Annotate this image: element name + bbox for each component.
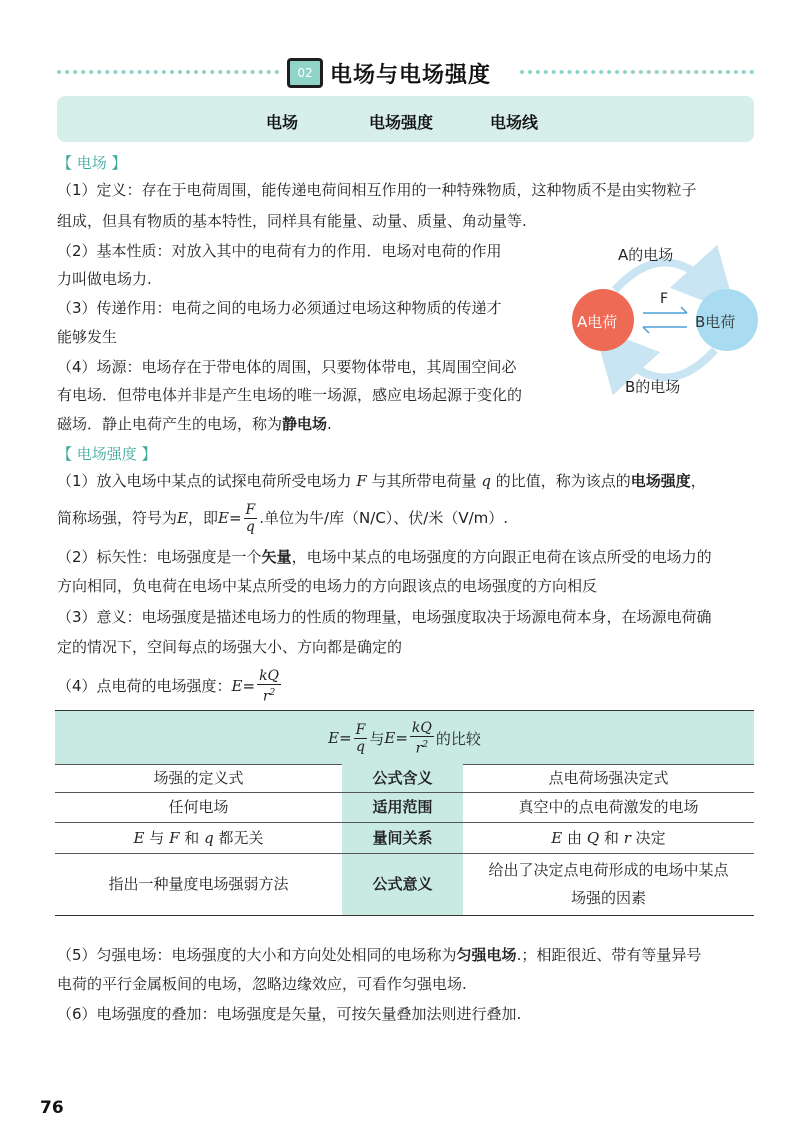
paragraph-line: （1）定义：存在于电荷周围，能传递电荷间相互作用的一种特殊物质，这种物质不是由实物粒子 bbox=[57, 181, 697, 199]
paragraph-line: 能够发生 bbox=[57, 328, 118, 346]
formula-fraction-kQ-over-r2: $\frac{kQ}{r^2}$ bbox=[259, 668, 280, 705]
paragraph-line: （5）匀强电场：电场强度的大小和方向处处相同的电场称为匀强电场.；相距很近、带有等量异号 bbox=[57, 946, 702, 964]
topic-field-lines: 电场线 bbox=[490, 113, 539, 132]
arc-arrow-top bbox=[615, 263, 715, 291]
paragraph-line: （6）电场强度的叠加：电场强度是矢量，可按矢量叠加法则进行叠加. bbox=[57, 1005, 522, 1023]
force-arrowhead-upper bbox=[681, 307, 687, 313]
paragraph-line: （3）传递作用：电荷之间的电场力必须通过电场这种物质的传递才 bbox=[57, 299, 502, 317]
force-arrowhead-lower bbox=[643, 327, 649, 333]
header-dots-left bbox=[57, 70, 279, 74]
paragraph-line: 磁场．静止电荷产生的电场，称为静电场. bbox=[57, 415, 332, 433]
paragraph-line: 电荷的平行金属板间的电场，忽略边缘效应，可看作匀强电场. bbox=[57, 975, 467, 993]
table-cell: 点电荷场强决定式 bbox=[548, 769, 669, 787]
paragraph-line: （1）放入电场中某点的试探电荷所受电场力 F 与其所带电荷量 q 的比值，称为该点的电场强度， bbox=[57, 472, 706, 490]
paragraph-line: （2）标矢性：电场强度是一个矢量，电场中某点的电场强度的方向跟正电荷在该点所受的电场力的 bbox=[57, 548, 712, 566]
table-cell: 给出了决定点电荷形成的电场中某点 场强的因素 bbox=[488, 861, 729, 907]
table-key-cell: 公式含义 bbox=[372, 769, 433, 787]
paragraph-line: 定的情况下，空间每点的场强大小、方向都是确定的 bbox=[57, 638, 403, 656]
bold-term-static-field: 静电场 bbox=[282, 415, 328, 433]
label-charge-a: A电荷 bbox=[577, 313, 618, 331]
section-heading-field: 【 电场 】 bbox=[57, 154, 127, 172]
paragraph-line: （2）基本性质：对放入其中的电荷有力的作用．电场对电荷的作用 bbox=[57, 242, 502, 260]
table-bottom-rule bbox=[55, 915, 754, 916]
section-title: 电场与电场强度 bbox=[330, 63, 492, 88]
paragraph-line: （3）意义：电场强度是描述电场力的性质的物理量，电场强度取决于场源电荷本身，在场源电荷确 bbox=[57, 608, 712, 626]
bold-term-vector: 矢量 bbox=[261, 548, 292, 566]
paragraph-line: 有电场．但带电体并非是产生电场的唯一场源，感应电场起源于变化的 bbox=[57, 386, 523, 404]
section-heading-field-strength: 【 电场强度 】 bbox=[57, 445, 157, 463]
table-key-cell: 量间关系 bbox=[372, 828, 433, 847]
topic-field-strength: 电场强度 bbox=[369, 113, 434, 132]
table-key-cell: 公式意义 bbox=[372, 875, 433, 893]
label-force: F bbox=[660, 291, 669, 307]
paragraph-line: 组成，但具有物质的基本特性，同样具有能量、动量、质量、角动量等. bbox=[57, 212, 527, 230]
topic-electric-field: 电场 bbox=[266, 113, 299, 132]
arc-arrow-bottom bbox=[615, 350, 715, 378]
table-cell: 真空中的点电荷激发的电场 bbox=[518, 798, 699, 816]
label-charge-b: B电荷 bbox=[695, 313, 736, 331]
section-number-badge: 02 bbox=[287, 58, 323, 88]
header-dots-right bbox=[520, 70, 754, 74]
label-b-field: B的电场 bbox=[625, 378, 681, 396]
bold-term-field-strength: 电场强度 bbox=[630, 472, 691, 490]
paragraph-line: （4）场源：电场存在于带电体的周围，只要物体带电，其周围空间必 bbox=[57, 358, 517, 376]
comparison-table-title: E = $\frac{F}{q}$ 与 E = $\frac{kQ}{r^2}$ 的比较 bbox=[328, 719, 481, 757]
formula-fraction-F-over-q: $\frac{F}{q}$ bbox=[245, 502, 256, 535]
table-cell: E 与 F 和 q 都无关 bbox=[133, 828, 264, 847]
table-cell: 任何电场 bbox=[168, 798, 229, 816]
page-number: 76 bbox=[40, 1098, 64, 1118]
comparison-table-header bbox=[55, 710, 754, 765]
table-cell: E 由 Q 和 r 决定 bbox=[551, 828, 666, 847]
label-a-field: A的电场 bbox=[618, 246, 674, 264]
paragraph-line-point-charge: （4）点电荷的电场强度：E= $\frac{kQ}{r^2}$ bbox=[57, 668, 280, 705]
table-cell: 场强的定义式 bbox=[153, 769, 244, 787]
paragraph-line-formula: 简称场强，符号为E，即E= $\frac{F}{q}$ .单位为牛/库（N/C）、伏/米（V/m）. bbox=[57, 502, 509, 535]
table-key-cell: 适用范围 bbox=[372, 798, 433, 816]
paragraph-line: 力叫做电场力. bbox=[57, 270, 152, 288]
bold-term-uniform-field: 匀强电场 bbox=[456, 946, 517, 964]
paragraph-line: 方向相同，负电荷在电场中某点所受的电场力的方向跟该点的电场强度的方向相反 bbox=[57, 577, 598, 595]
table-cell: 指出一种量度电场强弱方法 bbox=[108, 875, 289, 893]
